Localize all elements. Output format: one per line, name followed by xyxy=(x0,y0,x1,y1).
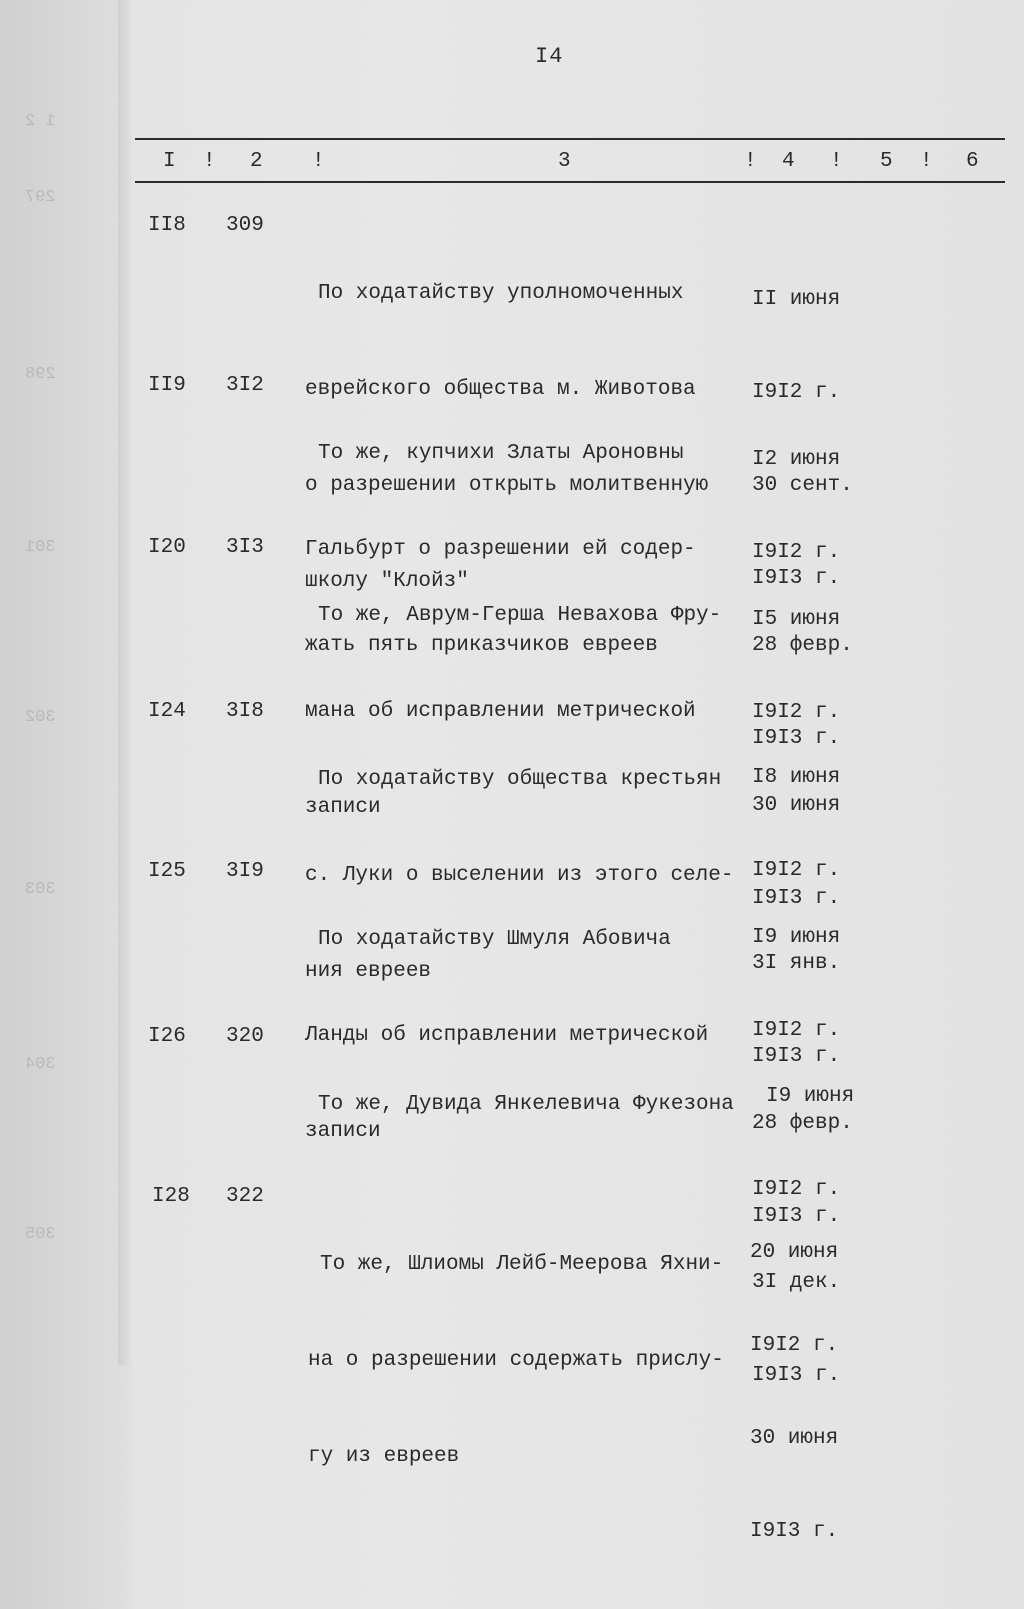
description-line: школу "Клойз" xyxy=(305,570,469,593)
table-header-rule xyxy=(135,181,1005,183)
file-number: 3I3 xyxy=(226,536,264,559)
date-line: I9I2 г. xyxy=(750,1334,839,1357)
description-line: То же, Дувида Янкелевича Фукезона xyxy=(318,1093,734,1116)
date-line: I9I3 г. xyxy=(750,1520,839,1543)
description-line: По ходатайству общества крестьян xyxy=(318,768,722,791)
file-number: 3I9 xyxy=(226,860,264,883)
description-line: еврейского общества м. Животова xyxy=(305,378,696,401)
description-line: Гальбурт о разрешении ей содер- xyxy=(305,538,696,561)
date-line: I9I2 г. xyxy=(752,1019,841,1042)
file-number: 309 xyxy=(226,214,264,237)
header-separator: ! xyxy=(830,150,843,173)
header-col-3: 3 xyxy=(558,150,571,173)
date-line: I9I2 г. xyxy=(752,1178,841,1201)
description-line: То же, купчихи Златы Ароновны xyxy=(318,442,684,465)
header-col-2: 2 xyxy=(250,150,263,173)
header-col-1: I xyxy=(163,150,176,173)
date-line: I8 июня xyxy=(752,766,841,789)
date-line: I9I2 г. xyxy=(752,859,841,882)
date-line: I9I3 г. xyxy=(752,567,841,590)
description-line: с. Луки о выселении из этого селе- xyxy=(305,864,734,887)
bleed-through-number: 297 xyxy=(25,188,56,207)
header-separator: ! xyxy=(312,150,325,173)
date-line: I5 июня xyxy=(752,608,841,631)
header-col-5: 5 xyxy=(880,150,893,173)
description-line: По ходатайству уполномоченных xyxy=(318,282,684,305)
date-line: I9I2 г. xyxy=(752,701,841,724)
header-separator: ! xyxy=(744,150,757,173)
description-line: То же, Шлиомы Лейб-Меерова Яхни- xyxy=(320,1253,724,1276)
description-line: То же, Аврум-Герша Невахова Фру- xyxy=(318,604,722,627)
description-line: Ланды об исправлении метрической xyxy=(305,1024,709,1047)
row-number: I25 xyxy=(148,860,186,883)
bleed-through-number: 302 xyxy=(25,708,56,727)
header-separator: ! xyxy=(920,150,933,173)
dates xyxy=(750,1175,838,1609)
date-line: I9I3 г. xyxy=(752,1045,841,1068)
bleed-through-number: 305 xyxy=(25,1225,56,1244)
row-number: I24 xyxy=(148,700,186,723)
date-line: 3I янв. xyxy=(752,952,841,975)
header-separator: ! xyxy=(203,150,216,173)
date-line: 20 июня xyxy=(750,1241,839,1264)
description-line: записи xyxy=(305,1120,381,1143)
row-number: I28 xyxy=(152,1185,190,1208)
date-line: 30 июня xyxy=(750,1427,839,1450)
row-number: II9 xyxy=(148,374,186,397)
description-line: о разрешении открыть молитвенную xyxy=(305,474,709,497)
description xyxy=(308,1185,765,1537)
bleed-through-number: 301 xyxy=(25,538,56,557)
date-line: I9I2 г. xyxy=(752,541,841,564)
bleed-through-header: 1 2 xyxy=(25,112,56,131)
date-line: 3I дек. xyxy=(752,1271,841,1294)
date-line: 30 июня xyxy=(752,794,841,817)
date-line: II июня xyxy=(752,288,841,311)
table-top-rule xyxy=(135,138,1005,140)
page-number: I4 xyxy=(535,44,564,69)
bleed-through-number: 303 xyxy=(25,880,56,899)
bleed-through-number: 298 xyxy=(25,365,56,384)
date-line: 30 сент. xyxy=(752,474,853,497)
description-line: мана об исправлении метрической xyxy=(305,700,696,723)
date-line: I9 июня xyxy=(766,1085,855,1108)
file-number: 3I2 xyxy=(226,374,264,397)
row-number: I26 xyxy=(148,1025,186,1048)
date-line: I9I3 г. xyxy=(752,887,841,910)
description-line: на о разрешении содержать прислу- xyxy=(308,1349,724,1372)
date-line: 28 февр. xyxy=(752,634,853,657)
header-col-4: 4 xyxy=(782,150,795,173)
description-line: гу из евреев xyxy=(308,1445,460,1468)
file-number: 320 xyxy=(226,1025,264,1048)
header-col-6: 6 xyxy=(966,150,979,173)
description xyxy=(318,1025,763,1185)
date-line: 28 февр. xyxy=(752,1112,853,1135)
row-number: II8 xyxy=(148,214,186,237)
file-number: 322 xyxy=(226,1185,264,1208)
description-line: жать пять приказчиков евреев xyxy=(305,634,658,657)
file-number: 3I8 xyxy=(226,700,264,723)
date-line: I9I2 г. xyxy=(752,381,841,404)
table-row xyxy=(0,1185,1024,1543)
date-line: I9 июня xyxy=(752,926,841,949)
description-line: ния евреев xyxy=(305,960,432,983)
description-line: записи xyxy=(305,796,381,819)
date-line: I9I3 г. xyxy=(752,1364,841,1387)
description-line: По ходатайству Шмуля Абовича xyxy=(318,928,671,951)
date-line: I9I3 г. xyxy=(752,1205,841,1228)
date-line: I2 июня xyxy=(752,448,841,471)
row-number: I20 xyxy=(148,536,186,559)
bleed-through-number: 304 xyxy=(25,1055,56,1074)
date-line: I9I3 г. xyxy=(752,727,841,750)
